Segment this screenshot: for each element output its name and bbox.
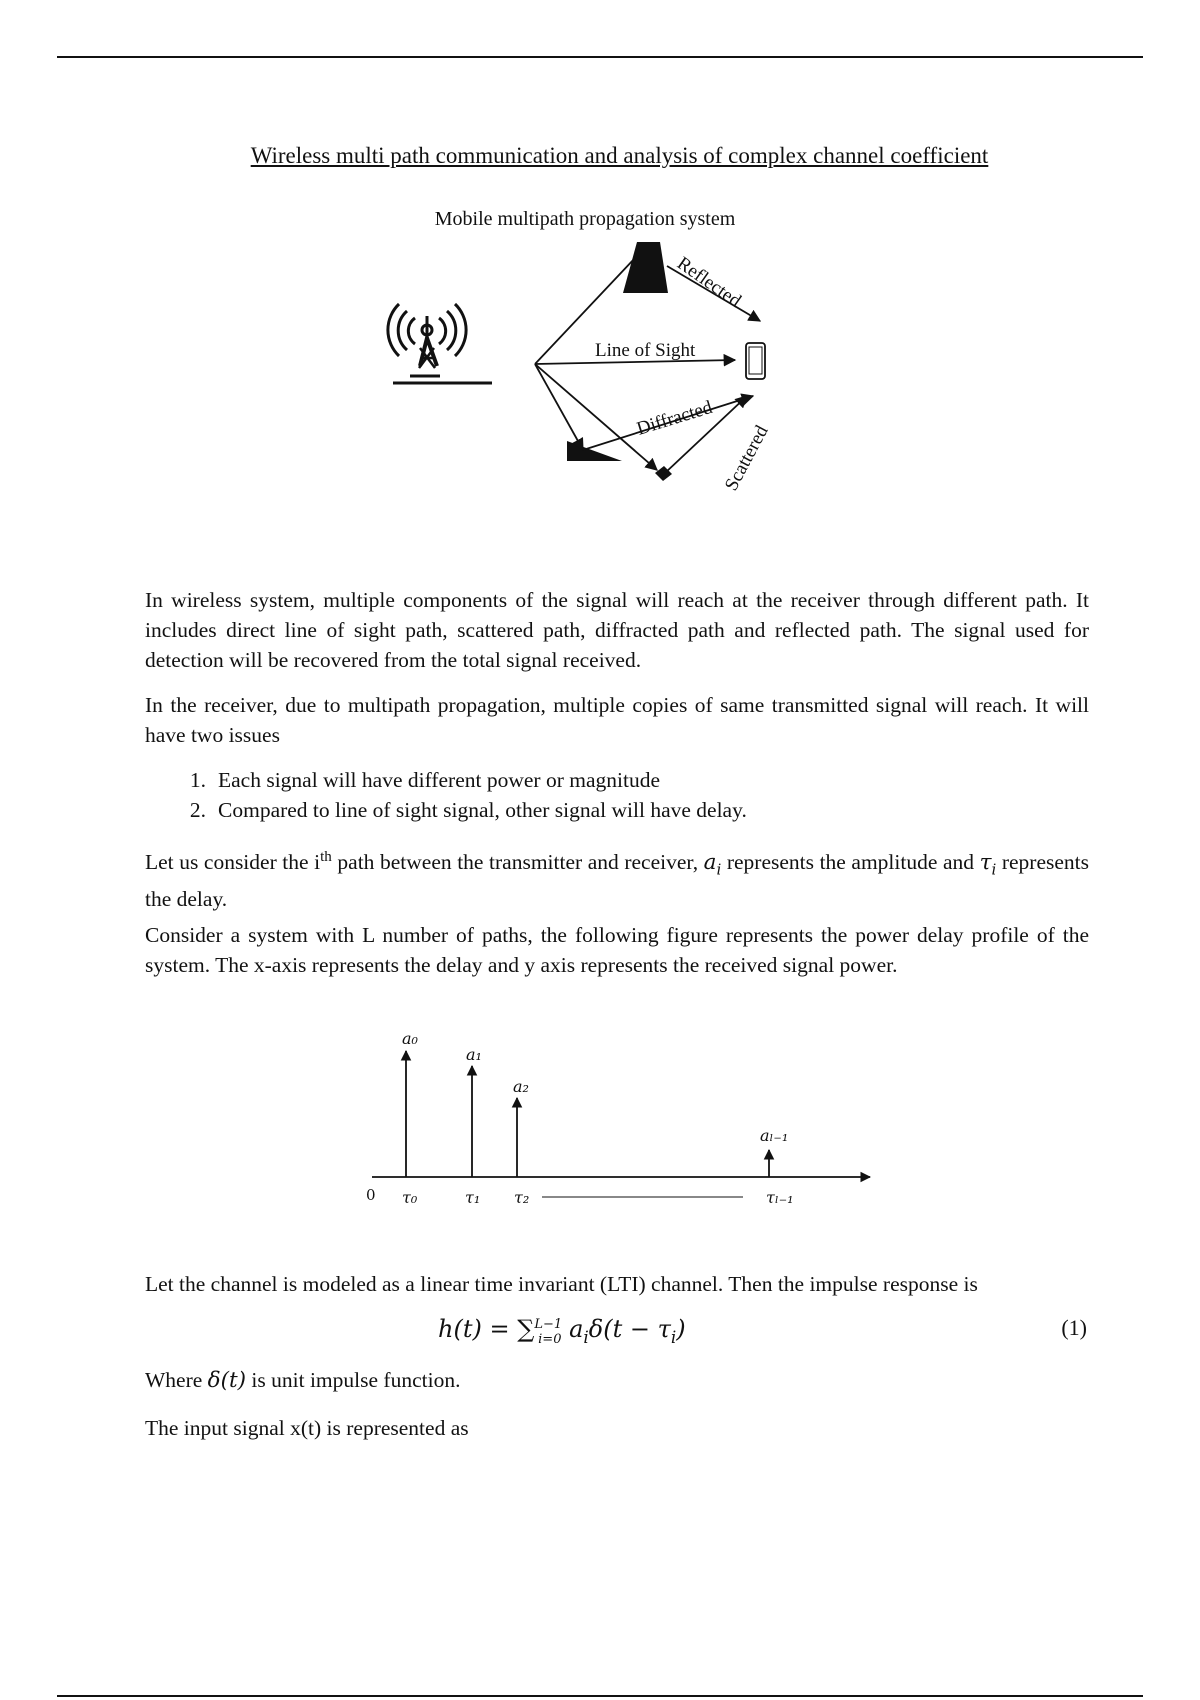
reflector-building-shape bbox=[623, 242, 668, 293]
transmitter-tower-icon bbox=[388, 304, 492, 383]
label-reflected: Reflected bbox=[673, 252, 745, 312]
list-item: 2. Compared to line of sight signal, other signal will have delay. bbox=[189, 798, 747, 822]
header-rule bbox=[57, 56, 1143, 58]
multipath-propagation-figure bbox=[375, 198, 895, 538]
delay-label: τₗ₋₁ bbox=[766, 1188, 794, 1207]
diffracted-path-in bbox=[535, 364, 583, 450]
list-item: 1. Each signal will have different power or magnitude bbox=[189, 768, 660, 792]
delay-label: τ₂ bbox=[514, 1188, 530, 1207]
origin-label: 0 bbox=[366, 1186, 376, 1204]
figure-caption: Mobile multipath propagation system bbox=[434, 208, 736, 230]
mobile-phone-icon bbox=[746, 343, 765, 379]
amp-label: a₁ bbox=[466, 1045, 482, 1064]
power-delay-profile-figure bbox=[360, 1010, 880, 1230]
amp-label: a₂ bbox=[513, 1077, 529, 1096]
amp-label: aₗ₋₁ bbox=[760, 1126, 789, 1145]
paragraph-unit-impulse: Where δ(t) is unit impulse function. bbox=[145, 1368, 461, 1393]
label-diffracted: Diffracted bbox=[634, 396, 715, 440]
label-scattered: Scattered bbox=[720, 422, 773, 495]
paragraph-ith-path: Let us consider the $i^{th}$ path between the transmitter and receiver, $a_i$ represents the amplitude and $\tau_i$ represents the delay. bbox=[145, 849, 1090, 912]
paragraph-receiver-issues: In the receiver, due to multipath propagation, multiple copies of same transmitted signal will reach. It will have two issues bbox=[145, 693, 1089, 747]
document-title: Wireless multi path communication and analysis of complex channel coefficient bbox=[250, 143, 989, 168]
paragraph-power-delay-profile: Consider a system with L number of paths, the following figure represents the power delay profile of the system. The x-axis represents the delay and y axis represents the received signal power. bbox=[145, 923, 1089, 977]
paragraph-input-signal: The input signal x(t) is represented as bbox=[145, 1416, 469, 1440]
diffraction-wedge-shape bbox=[567, 441, 622, 461]
issues-list bbox=[145, 765, 1089, 825]
paragraph-multipath-components: In wireless system, multiple components of the signal will reach at the receiver through different path. It includes direct line of sight path, scattered path, diffracted path and reflected path. The signal used for detection will be recovered from the total signal received. bbox=[145, 588, 1089, 672]
amp-label: a₀ bbox=[402, 1029, 418, 1048]
equation-number: (1) bbox=[1061, 1315, 1087, 1340]
delay-label: τ₀ bbox=[402, 1188, 418, 1207]
delay-label: τ₁ bbox=[465, 1188, 481, 1207]
footer-rule bbox=[57, 1695, 1143, 1697]
label-line-of-sight: Line of Sight bbox=[595, 340, 696, 361]
paragraph-lti-channel: Let the channel is modeled as a linear time invariant (LTI) channel. Then the impulse response is bbox=[145, 1272, 978, 1296]
